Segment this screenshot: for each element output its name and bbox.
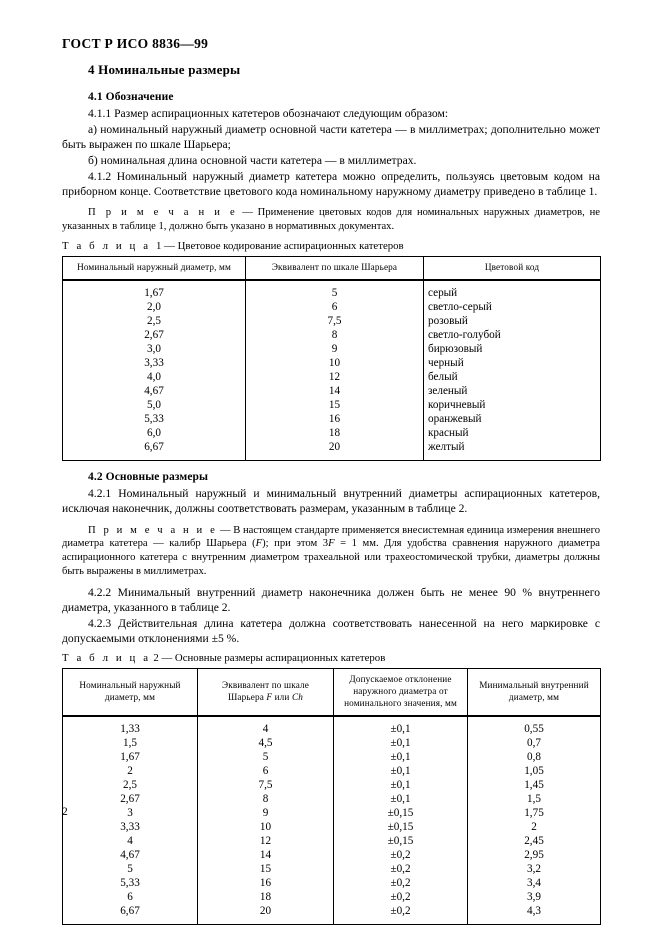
table-row xyxy=(63,440,601,461)
cell-deviation: ±0,2 xyxy=(334,890,468,904)
cell-outer-diameter: 2 xyxy=(63,764,198,778)
table-2-caption-text: — Основные размеры аспирационных катетеров xyxy=(161,651,386,664)
paragraph-4-1-2: 4.1.2 Номинальный наружный диаметр катетера можно определить, пользуясь цветовым кодом на приборном конце. Соответствие цветового кода номинальному наружному диаметру приведено в таблице 1. xyxy=(62,170,600,199)
table-2-header-row xyxy=(63,668,601,715)
cell-diameter: 2,5 xyxy=(63,314,246,328)
table-row xyxy=(63,736,601,750)
paragraph-4-1-1: 4.1.1 Размер аспирационных катетеров обозначают следующим образом: xyxy=(88,107,449,120)
cell-charriere: 6 xyxy=(198,764,334,778)
cell-diameter: 6,0 xyxy=(63,426,246,440)
table-row xyxy=(63,750,601,764)
table-1-caption-label: Т а б л и ц а xyxy=(62,239,151,252)
cell-charriere: 18 xyxy=(198,890,334,904)
cell-inner-diameter: 1,5 xyxy=(468,792,601,806)
note-4-1 xyxy=(62,206,600,234)
clause-4-1-title: 4.1 Обозначение xyxy=(88,91,174,103)
cell-color: светло-голубой xyxy=(424,328,601,342)
table-2-header-charriere-equivalent xyxy=(198,668,334,715)
table-row xyxy=(63,862,601,876)
paragraph-4-1-1-item-b: б) номинальная длина основной части катетера — в миллиметрах. xyxy=(88,154,417,168)
table-row xyxy=(63,806,601,820)
cell-inner-diameter: 3,2 xyxy=(468,862,601,876)
page-folio: 2 xyxy=(62,806,68,818)
cell-charriere: 4 xyxy=(198,716,334,736)
cell-diameter: 4,0 xyxy=(63,370,246,384)
table-row xyxy=(63,342,601,356)
cell-deviation: ±0,15 xyxy=(334,834,468,848)
table-row xyxy=(63,834,601,848)
table-row xyxy=(63,426,601,440)
table-1-caption-text: — Цветовое кодирование аспирационных катетеров xyxy=(164,239,404,252)
header-line: диаметр, мм xyxy=(104,691,156,702)
cell-color: серый xyxy=(424,280,601,300)
cell-color: черный xyxy=(424,356,601,370)
header-line: номинального значения, мм xyxy=(344,697,457,708)
header-line: наружного диаметра от xyxy=(353,685,448,696)
cell-charriere: 5 xyxy=(198,750,334,764)
cell-outer-diameter: 2,5 xyxy=(63,778,198,792)
cell-inner-diameter: 2,95 xyxy=(468,848,601,862)
cell-charriere: 18 xyxy=(246,426,424,440)
table-1-caption-number: 1 xyxy=(156,239,162,252)
cell-charriere: 14 xyxy=(198,848,334,862)
table-row xyxy=(63,356,601,370)
cell-deviation: ±0,2 xyxy=(334,848,468,862)
cell-diameter: 4,67 xyxy=(63,384,246,398)
note-text-part-2: ); при этом 3 xyxy=(262,538,329,550)
cell-diameter: 6,67 xyxy=(63,440,246,461)
cell-charriere: 4,5 xyxy=(198,736,334,750)
cell-outer-diameter: 1,33 xyxy=(63,716,198,736)
table-row xyxy=(63,778,601,792)
note-4-2 xyxy=(62,524,600,579)
table-2-main-dimensions xyxy=(62,668,601,926)
cell-charriere: 15 xyxy=(198,862,334,876)
cell-inner-diameter: 3,4 xyxy=(468,876,601,890)
cell-deviation: ±0,1 xyxy=(334,736,468,750)
table-row xyxy=(63,328,601,342)
note-text: — Применение цветовых кодов для номинальных наружных диаметров, не указанных в таблице 1, должно быть указано в нормативных документах. xyxy=(62,207,600,233)
cell-deviation: ±0,2 xyxy=(334,862,468,876)
table-row xyxy=(63,398,601,412)
cell-color: зеленый xyxy=(424,384,601,398)
cell-charriere: 12 xyxy=(198,834,334,848)
cell-charriere: 15 xyxy=(246,398,424,412)
table-2-caption-label: Т а б л и ц а xyxy=(62,651,151,664)
header-line: Эквивалент по шкале xyxy=(222,679,309,690)
cell-deviation: ±0,1 xyxy=(334,778,468,792)
header-line: диаметр, мм xyxy=(508,691,560,702)
cell-diameter: 2,67 xyxy=(63,328,246,342)
paragraph-4-2-2: 4.2.2 Минимальный внутренний диаметр наконечника должен быть не менее 90 % внутреннего диаметра, указанного в таблице 2. xyxy=(62,585,600,614)
cell-outer-diameter: 3,33 xyxy=(63,820,198,834)
cell-deviation: ±0,15 xyxy=(334,806,468,820)
header-line: Минимальный внутренний xyxy=(479,679,589,690)
cell-deviation: ±0,1 xyxy=(334,764,468,778)
symbol-f-2: F xyxy=(328,538,335,550)
table-1-header-charriere-equivalent: Эквивалент по шкале Шарьера xyxy=(246,256,424,279)
table-row xyxy=(63,716,601,736)
cell-deviation: ±0,2 xyxy=(334,904,468,925)
header-line: Номинальный наружный xyxy=(79,679,181,690)
cell-diameter: 3,0 xyxy=(63,342,246,356)
cell-charriere: 6 xyxy=(246,300,424,314)
symbol-f: F xyxy=(255,538,263,550)
header-line: или xyxy=(272,691,292,702)
cell-inner-diameter: 1,45 xyxy=(468,778,601,792)
cell-charriere: 8 xyxy=(198,792,334,806)
cell-color: красный xyxy=(424,426,601,440)
table-1-caption xyxy=(62,240,600,252)
cell-charriere: 9 xyxy=(246,342,424,356)
table-1-header-nominal-outer-diameter: Номинальный наружный диаметр, мм xyxy=(63,256,246,279)
table-row xyxy=(63,820,601,834)
table-2-header-minimum-inner-diameter xyxy=(468,668,601,715)
symbol-ch: Ch xyxy=(291,691,303,702)
table-row xyxy=(63,280,601,300)
note-text-part-3: = 1 мм. Для удобства сравнения наружного диаметра аспирационного катетера с внутренним диаметром трахеальной или трахеостомической трубки, диаметры должны быть выражены в миллиметрах. xyxy=(62,538,600,577)
cell-deviation: ±0,2 xyxy=(334,876,468,890)
cell-charriere: 10 xyxy=(198,820,334,834)
document-header: ГОСТ Р ИСО 8836—99 xyxy=(62,36,209,51)
cell-color: белый xyxy=(424,370,601,384)
table-row xyxy=(63,412,601,426)
paragraph-4-1-1-item-a: а) номинальный наружный диаметр основной части катетера — в миллиметрах; дополнительно может быть выражен по шкале Шарьера; xyxy=(62,123,600,152)
table-2-caption-number: 2 xyxy=(153,651,159,664)
cell-charriere: 16 xyxy=(198,876,334,890)
cell-inner-diameter: 3,9 xyxy=(468,890,601,904)
clause-4-title: 4 Номинальные размеры xyxy=(88,62,241,77)
table-1-body xyxy=(63,280,601,461)
table-row xyxy=(63,764,601,778)
cell-inner-diameter: 4,3 xyxy=(468,904,601,925)
cell-charriere: 20 xyxy=(246,440,424,461)
cell-color: розовый xyxy=(424,314,601,328)
cell-inner-diameter: 1,75 xyxy=(468,806,601,820)
cell-deviation: ±0,1 xyxy=(334,716,468,736)
table-1-header-row xyxy=(63,256,601,279)
table-row xyxy=(63,300,601,314)
cell-deviation: ±0,15 xyxy=(334,820,468,834)
cell-inner-diameter: 2 xyxy=(468,820,601,834)
table-2-header-nominal-outer-diameter xyxy=(63,668,198,715)
cell-color: желтый xyxy=(424,440,601,461)
cell-inner-diameter: 2,45 xyxy=(468,834,601,848)
cell-diameter: 2,0 xyxy=(63,300,246,314)
paragraph-4-2-1: 4.2.1 Номинальный наружный и минимальный внутренний диаметры аспирационных катетеров, исключая наконечник, должны соответствовать размерам, указанным в таблице 2. xyxy=(62,487,600,516)
cell-deviation: ±0,1 xyxy=(334,750,468,764)
symbol-f: F xyxy=(266,691,273,702)
table-row xyxy=(63,848,601,862)
clause-4-2-title: 4.2 Основные размеры xyxy=(88,471,209,484)
cell-outer-diameter: 1,67 xyxy=(63,750,198,764)
cell-charriere: 14 xyxy=(246,384,424,398)
header-line: Шарьера xyxy=(228,691,267,702)
cell-diameter: 5,0 xyxy=(63,398,246,412)
table-row xyxy=(63,876,601,890)
cell-charriere: 16 xyxy=(246,412,424,426)
header-line: Допускаемое отклонение xyxy=(349,673,452,684)
table-1-color-coding xyxy=(62,256,601,462)
table-2-header-permissible-deviation xyxy=(334,668,468,715)
cell-charriere: 20 xyxy=(198,904,334,925)
cell-charriere: 10 xyxy=(246,356,424,370)
note-label: П р и м е ч а н и е xyxy=(88,207,238,219)
cell-inner-diameter: 0,55 xyxy=(468,716,601,736)
cell-outer-diameter: 6 xyxy=(63,890,198,904)
table-1-header-color-code: Цветовой код xyxy=(424,256,601,279)
cell-outer-diameter: 5,33 xyxy=(63,876,198,890)
cell-outer-diameter: 2,67 xyxy=(63,792,198,806)
cell-outer-diameter: 1,5 xyxy=(63,736,198,750)
cell-color: оранжевый xyxy=(424,412,601,426)
cell-inner-diameter: 0,7 xyxy=(468,736,601,750)
cell-outer-diameter: 5 xyxy=(63,862,198,876)
paragraph-4-2-3: 4.2.3 Действительная длина катетера должна соответствовать нанесенной на него маркировке с допускаемыми отклонениями ±5 %. xyxy=(62,616,600,645)
table-row xyxy=(63,314,601,328)
cell-diameter: 3,33 xyxy=(63,356,246,370)
cell-color: коричневый xyxy=(424,398,601,412)
cell-charriere: 7,5 xyxy=(198,778,334,792)
cell-deviation: ±0,1 xyxy=(334,792,468,806)
cell-charriere: 12 xyxy=(246,370,424,384)
note-label: П р и м е ч а н и е xyxy=(88,524,218,536)
table-row xyxy=(63,370,601,384)
cell-outer-diameter: 4 xyxy=(63,834,198,848)
table-row xyxy=(63,890,601,904)
cell-inner-diameter: 1,05 xyxy=(468,764,601,778)
table-2-body xyxy=(63,716,601,925)
cell-charriere: 8 xyxy=(246,328,424,342)
table-row xyxy=(63,384,601,398)
table-row xyxy=(63,792,601,806)
cell-inner-diameter: 0,8 xyxy=(468,750,601,764)
note-text-part-1: — В настоящем стандарте применяется внесистемная единица измерения внешнего диаметра катетера — калибр Шарьера ( xyxy=(62,524,600,550)
cell-charriere: 7,5 xyxy=(246,314,424,328)
cell-diameter: 1,67 xyxy=(63,280,246,300)
cell-outer-diameter: 6,67 xyxy=(63,904,198,925)
cell-diameter: 5,33 xyxy=(63,412,246,426)
cell-color: бирюзовый xyxy=(424,342,601,356)
cell-outer-diameter: 4,67 xyxy=(63,848,198,862)
cell-color: светло-серый xyxy=(424,300,601,314)
page-content xyxy=(62,62,600,925)
table-2-caption xyxy=(62,652,600,664)
cell-charriere: 5 xyxy=(246,280,424,300)
cell-outer-diameter: 3 xyxy=(63,806,198,820)
cell-charriere: 9 xyxy=(198,806,334,820)
table-row xyxy=(63,904,601,925)
